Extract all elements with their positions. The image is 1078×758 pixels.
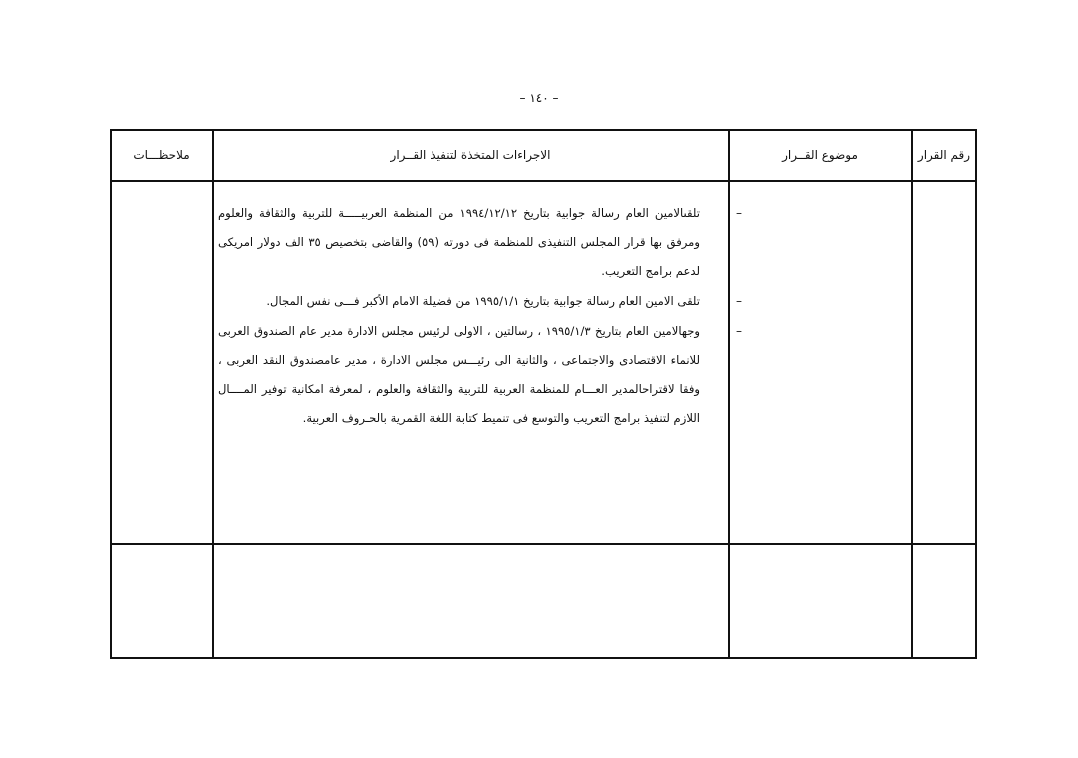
procedure-bullet: – [736,206,742,220]
procedure-bullet: – [736,294,742,308]
table-right-border [975,129,977,659]
column-divider-subject [911,129,913,659]
procedure-text: تلقى الامين العام رسالة جوابية بتاريخ ١٩٩٥/١/١ من فضيلة الامام الأكبر فـــى نفس المجال. [266,294,700,308]
table-bottom-border [110,657,976,659]
table-left-border [110,129,112,659]
column-divider-procedures [728,129,730,659]
procedure-item [218,199,742,286]
procedures-cell [218,199,742,434]
header-procedures: الاجراءات المتخذة لتنفيذ القــرار [390,148,551,162]
header-notes: ملاحظـــات [133,148,190,162]
procedure-text: وجهالامين العام بتاريخ ١٩٩٥/١/٣ ، رسالتين ، الاولى لرئيس مجلس الادارة مدير عام الصندوق العربى للانماء الاقتصادى والاجتماعى ، والثانية الى رئيـــس مجلس الادارة ، مدير عامصندوق النقد العربى ، وفقا لاقتراحالمدير العـــام للمنظمة العربية للتربية والثقافة والعلوم ، لمعرفة امكانية توفير المــــال اللازم لتنفيذ برامج التعريب والتوسع فى تنميط كتابة اللغة القمرية بالحـروف العربية. [218,324,700,425]
procedure-item [218,317,742,433]
procedure-text: تلقىالامين العام رسالة جوابية بتاريخ ١٩٩٤/١٢/١٢ من المنظمة العربيـــــة للتربية والثقافة والعلوم ومرفق بها قرار المجلس التنفيذى للمنظمة فى دورته (٥٩) والقاضى بتخصيص ٣٥ الف دولار امريكى لدعم برامج التعريب. [218,206,700,278]
procedure-item [218,287,742,316]
row-separator [110,543,976,545]
page-number: – ١٤٠ – [519,91,559,105]
procedure-bullet: – [736,324,742,338]
table-top-border [110,129,976,131]
header-decision-number: رقم القرار [917,148,971,162]
header-decision-subject: موضوع القــرار [782,148,858,162]
column-divider-notes [212,129,214,659]
header-bottom-border [110,180,976,182]
